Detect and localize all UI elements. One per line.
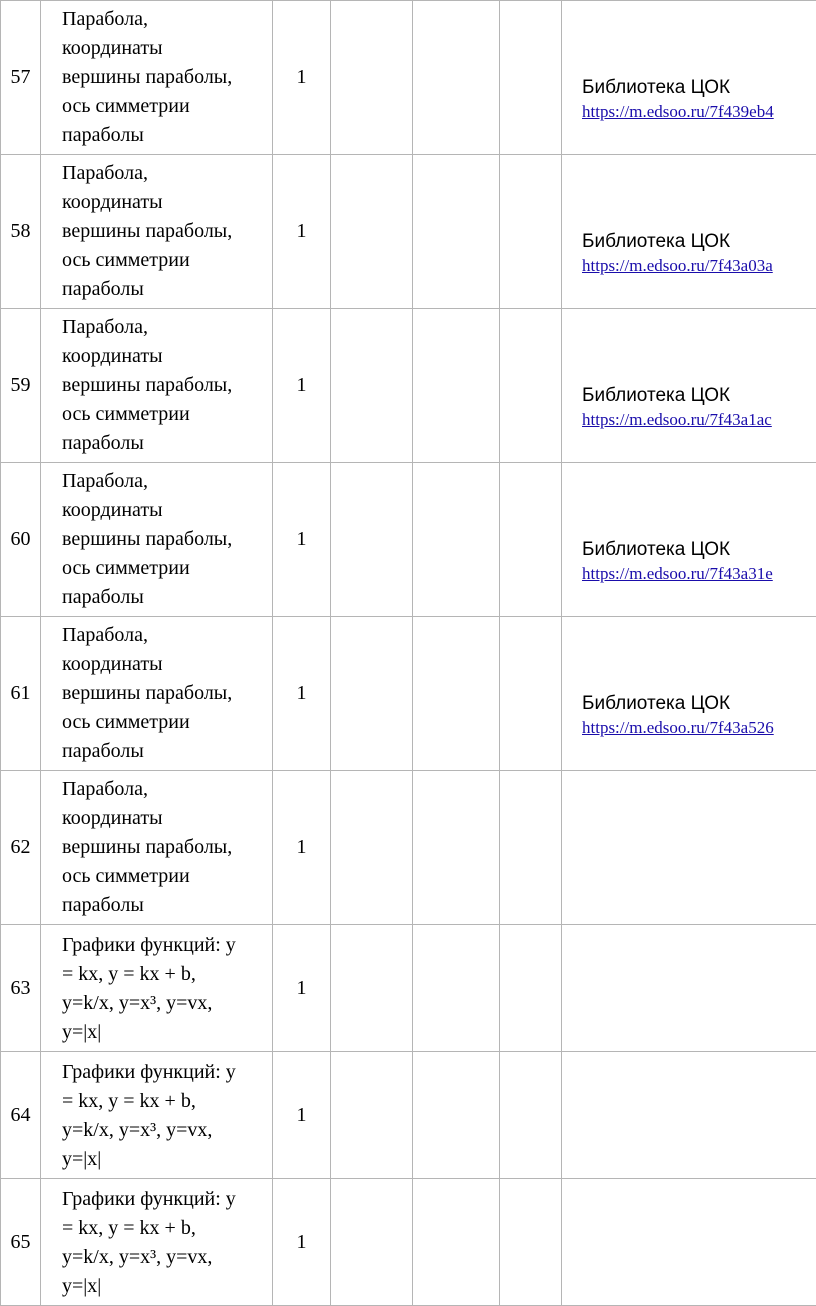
table-row bbox=[1, 155, 816, 309]
digital-resource-cell bbox=[562, 1179, 816, 1306]
lesson-topic bbox=[41, 1, 273, 155]
lesson-number: 63 bbox=[1, 925, 41, 1052]
table-row bbox=[1, 309, 816, 463]
lesson-topic-line: Парабола, bbox=[62, 775, 262, 804]
lesson-topic-line: Графики функций: y bbox=[62, 1058, 262, 1087]
lesson-topic-line: Парабола, bbox=[62, 313, 262, 342]
lesson-topic bbox=[41, 309, 273, 463]
lesson-topic-line: параболы bbox=[62, 429, 262, 458]
lesson-hours: 1 bbox=[273, 463, 331, 617]
lesson-topic-line: ось симметрии bbox=[62, 92, 262, 121]
lesson-topic-line: y=k/x, y=x³, y=vx, bbox=[62, 1243, 262, 1272]
study-date-cell bbox=[500, 155, 562, 309]
lesson-topic bbox=[41, 925, 273, 1052]
practical-works-cell bbox=[413, 309, 500, 463]
lesson-topic-line: = kx, y = kx + b, bbox=[62, 1214, 262, 1243]
lesson-topic-line: y=|x| bbox=[62, 1145, 262, 1174]
study-date-cell bbox=[500, 1, 562, 155]
table-row bbox=[1, 925, 816, 1052]
practical-works-cell bbox=[413, 1, 500, 155]
lesson-topic-line: ось симметрии bbox=[62, 554, 262, 583]
resource-link[interactable]: https://m.edsoo.ru/7f439eb4 bbox=[582, 100, 816, 124]
lesson-topic bbox=[41, 1052, 273, 1179]
table-row bbox=[1, 1179, 816, 1306]
table-row bbox=[1, 1052, 816, 1179]
resource-link[interactable]: https://m.edsoo.ru/7f43a1ac bbox=[582, 408, 816, 432]
study-date-cell bbox=[500, 463, 562, 617]
lesson-topic-line: Графики функций: y bbox=[62, 1185, 262, 1214]
digital-resource-cell bbox=[562, 309, 816, 463]
lesson-topic-line: параболы bbox=[62, 121, 262, 150]
control-works-cell bbox=[331, 309, 413, 463]
practical-works-cell bbox=[413, 1179, 500, 1306]
practical-works-cell bbox=[413, 925, 500, 1052]
digital-resource-cell bbox=[562, 463, 816, 617]
control-works-cell bbox=[331, 925, 413, 1052]
lesson-hours: 1 bbox=[273, 1179, 331, 1306]
lesson-hours: 1 bbox=[273, 925, 331, 1052]
lesson-topic-line: y=|x| bbox=[62, 1018, 262, 1047]
lesson-hours: 1 bbox=[273, 309, 331, 463]
lesson-number: 65 bbox=[1, 1179, 41, 1306]
study-date-cell bbox=[500, 617, 562, 771]
lesson-topic-line: ось симметрии bbox=[62, 862, 262, 891]
lesson-number: 60 bbox=[1, 463, 41, 617]
lesson-hours: 1 bbox=[273, 771, 331, 925]
lesson-hours: 1 bbox=[273, 1, 331, 155]
lesson-number: 61 bbox=[1, 617, 41, 771]
study-date-cell bbox=[500, 1052, 562, 1179]
lesson-topic bbox=[41, 155, 273, 309]
lesson-topic-line: вершины параболы, bbox=[62, 63, 262, 92]
lesson-topic-line: параболы bbox=[62, 891, 262, 920]
resource-link[interactable]: https://m.edsoo.ru/7f43a03a bbox=[582, 254, 816, 278]
lesson-number: 58 bbox=[1, 155, 41, 309]
lesson-topic-line: координаты bbox=[62, 496, 262, 525]
lesson-topic-line: y=k/x, y=x³, y=vx, bbox=[62, 989, 262, 1018]
lesson-topic-line: Парабола, bbox=[62, 467, 262, 496]
lesson-hours: 1 bbox=[273, 1052, 331, 1179]
table-row bbox=[1, 617, 816, 771]
lesson-topic-line: координаты bbox=[62, 34, 262, 63]
lesson-topic bbox=[41, 617, 273, 771]
control-works-cell bbox=[331, 771, 413, 925]
digital-resource-cell bbox=[562, 1052, 816, 1179]
lesson-topic-line: координаты bbox=[62, 804, 262, 833]
lesson-topic-line: координаты bbox=[62, 342, 262, 371]
lesson-hours: 1 bbox=[273, 155, 331, 309]
lesson-topic-line: параболы bbox=[62, 275, 262, 304]
lesson-topic-line: Парабола, bbox=[62, 5, 262, 34]
lesson-topic bbox=[41, 1179, 273, 1306]
lesson-topic-line: = kx, y = kx + b, bbox=[62, 960, 262, 989]
lesson-topic-line: вершины параболы, bbox=[62, 679, 262, 708]
resource-library-label: Библиотека ЦОК bbox=[582, 692, 816, 716]
lesson-topic-line: вершины параболы, bbox=[62, 525, 262, 554]
digital-resource-cell bbox=[562, 1, 816, 155]
digital-resource-cell bbox=[562, 771, 816, 925]
resource-library-label: Библиотека ЦОК bbox=[582, 230, 816, 254]
lesson-number: 57 bbox=[1, 1, 41, 155]
lesson-topic-line: = kx, y = kx + b, bbox=[62, 1087, 262, 1116]
lesson-topic-line: вершины параболы, bbox=[62, 833, 262, 862]
lesson-number: 59 bbox=[1, 309, 41, 463]
resource-link[interactable]: https://m.edsoo.ru/7f43a526 bbox=[582, 716, 816, 740]
practical-works-cell bbox=[413, 771, 500, 925]
digital-resource-cell bbox=[562, 925, 816, 1052]
practical-works-cell bbox=[413, 463, 500, 617]
control-works-cell bbox=[331, 463, 413, 617]
control-works-cell bbox=[331, 155, 413, 309]
lesson-topic bbox=[41, 771, 273, 925]
lesson-topic-line: вершины параболы, bbox=[62, 371, 262, 400]
lesson-topic-line: Парабола, bbox=[62, 621, 262, 650]
lesson-number: 62 bbox=[1, 771, 41, 925]
lesson-number: 64 bbox=[1, 1052, 41, 1179]
practical-works-cell bbox=[413, 155, 500, 309]
practical-works-cell bbox=[413, 617, 500, 771]
table-row bbox=[1, 463, 816, 617]
lesson-topic-line: Парабола, bbox=[62, 159, 262, 188]
resource-library-label: Библиотека ЦОК bbox=[582, 384, 816, 408]
lesson-topic bbox=[41, 463, 273, 617]
practical-works-cell bbox=[413, 1052, 500, 1179]
resource-library-label: Библиотека ЦОК bbox=[582, 538, 816, 562]
lesson-topic-line: ось симметрии bbox=[62, 708, 262, 737]
control-works-cell bbox=[331, 1052, 413, 1179]
digital-resource-cell bbox=[562, 617, 816, 771]
lesson-topic-line: вершины параболы, bbox=[62, 217, 262, 246]
resource-library-label: Библиотека ЦОК bbox=[582, 76, 816, 100]
lesson-topic-line: параболы bbox=[62, 583, 262, 612]
table-row bbox=[1, 771, 816, 925]
lesson-topic-line: ось симметрии bbox=[62, 400, 262, 429]
table-row bbox=[1, 1, 816, 155]
lesson-topic-line: Графики функций: y bbox=[62, 931, 262, 960]
study-date-cell bbox=[500, 309, 562, 463]
study-date-cell bbox=[500, 925, 562, 1052]
control-works-cell bbox=[331, 617, 413, 771]
control-works-cell bbox=[331, 1179, 413, 1306]
lesson-topic-line: y=|x| bbox=[62, 1272, 262, 1301]
lesson-topic-line: ось симметрии bbox=[62, 246, 262, 275]
lesson-topic-line: координаты bbox=[62, 650, 262, 679]
lesson-topic-line: параболы bbox=[62, 737, 262, 766]
digital-resource-cell bbox=[562, 155, 816, 309]
control-works-cell bbox=[331, 1, 413, 155]
study-date-cell bbox=[500, 1179, 562, 1306]
lessons-body bbox=[1, 1, 816, 1306]
lesson-topic-line: y=k/x, y=x³, y=vx, bbox=[62, 1116, 262, 1145]
resource-link[interactable]: https://m.edsoo.ru/7f43a31e bbox=[582, 562, 816, 586]
lesson-topic-line: координаты bbox=[62, 188, 262, 217]
lesson-hours: 1 bbox=[273, 617, 331, 771]
study-date-cell bbox=[500, 771, 562, 925]
